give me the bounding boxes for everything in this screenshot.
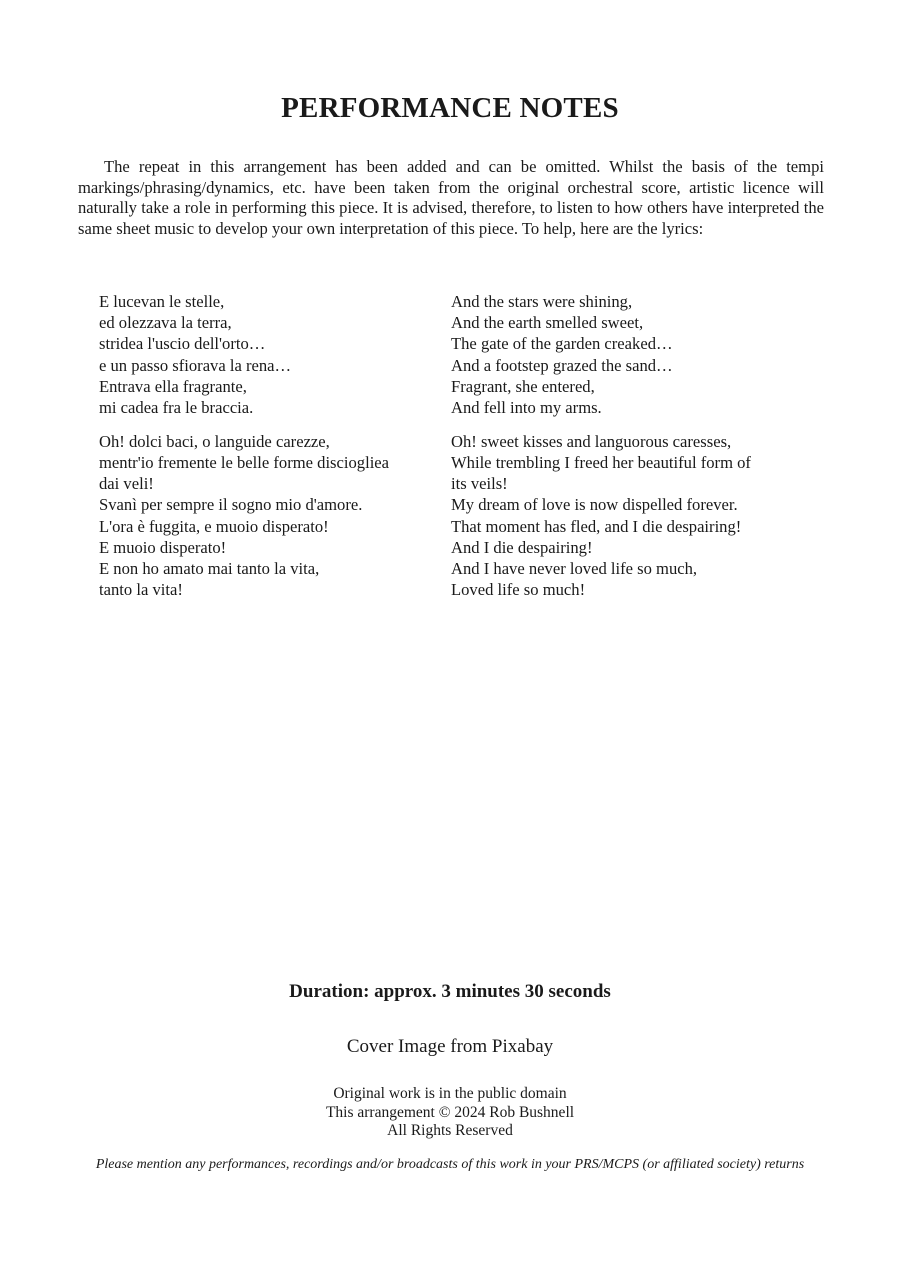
cover-image-credit: Cover Image from Pixabay (346, 1036, 554, 1057)
lyric-line: L'ora è fuggita, e muoio disperato! (99, 516, 329, 536)
lyric-line: mi cadea fra le braccia. (99, 398, 254, 418)
intro-paragraph: The repeat in this arrangement has been added and can be omitted. Whilst the basis of the tempi markings/phrasing/dynamics, etc. have been taken from the original orchestral score, artistic licence will naturally take a role in performing this piece. It is advised, therefore, to listen to how others have interpreted the same sheet music to develop your own interpretation of this piece. To help, here are the lyrics: (78, 157, 824, 238)
english-stanza-2 (451, 431, 801, 601)
lyric-line: Oh! sweet kisses and languorous caresses, (451, 431, 732, 451)
duration: Duration: approx. 3 minutes 30 seconds (289, 981, 611, 1002)
lyric-line: And I have never loved life so much, (451, 558, 698, 578)
lyric-line: That moment has fled, and I die despairing! (451, 516, 742, 536)
lyric-line: And the earth smelled sweet, (451, 313, 644, 333)
performance-returns-note: Please mention any performances, recordings and/or broadcasts of this work in your PRS/MCPS (or affiliated society) returns (95, 1157, 805, 1172)
lyric-line: E non ho amato mai tanto la vita, (99, 558, 320, 578)
lyric-line: While trembling I freed her beautiful form of (451, 452, 751, 472)
lyric-line: The gate of the garden creaked… (451, 334, 673, 354)
lyric-line: e un passo sfiorava la rena… (99, 355, 292, 375)
lyric-line: Entrava ella fragrante, (99, 376, 247, 396)
lyric-line: Svanì per sempre il sogno mio d'amore. (99, 495, 363, 515)
public-domain-line: Original work is in the public domain (333, 1085, 567, 1102)
lyric-line: Oh! dolci baci, o languide carezze, (99, 431, 330, 451)
page-title: PERFORMANCE NOTES (281, 92, 619, 124)
lyric-line: its veils! (451, 474, 508, 494)
lyric-line: And fell into my arms. (451, 398, 602, 418)
lyric-line: And I die despairing! (451, 537, 593, 557)
english-lyrics (451, 291, 801, 613)
lyric-line: stridea l'uscio dell'orto… (99, 334, 266, 354)
lyric-line: And the stars were shining, (451, 292, 633, 311)
copyright-credits (0, 1085, 900, 1141)
italian-stanza-2 (99, 431, 459, 601)
lyric-line: ed olezzava la terra, (99, 313, 232, 333)
lyric-line: tanto la vita! (99, 580, 183, 600)
italian-stanza-1 (99, 291, 459, 418)
lyric-line: dai veli! (99, 474, 154, 494)
lyric-line: E muoio disperato! (99, 537, 227, 557)
lyric-line: My dream of love is now dispelled forever. (451, 495, 738, 515)
rights-reserved-line: All Rights Reserved (387, 1122, 513, 1139)
lyric-line: And a footstep grazed the sand… (451, 355, 673, 375)
english-stanza-1 (451, 291, 801, 418)
lyric-line: Fragrant, she entered, (451, 376, 595, 396)
lyric-line: E lucevan le stelle, (99, 292, 225, 311)
italian-lyrics (99, 291, 459, 613)
lyric-line: mentr'io fremente le belle forme disciogliea (99, 452, 390, 472)
arrangement-copyright-line: This arrangement © 2024 Rob Bushnell (325, 1103, 575, 1121)
lyric-line: Loved life so much! (451, 580, 586, 600)
